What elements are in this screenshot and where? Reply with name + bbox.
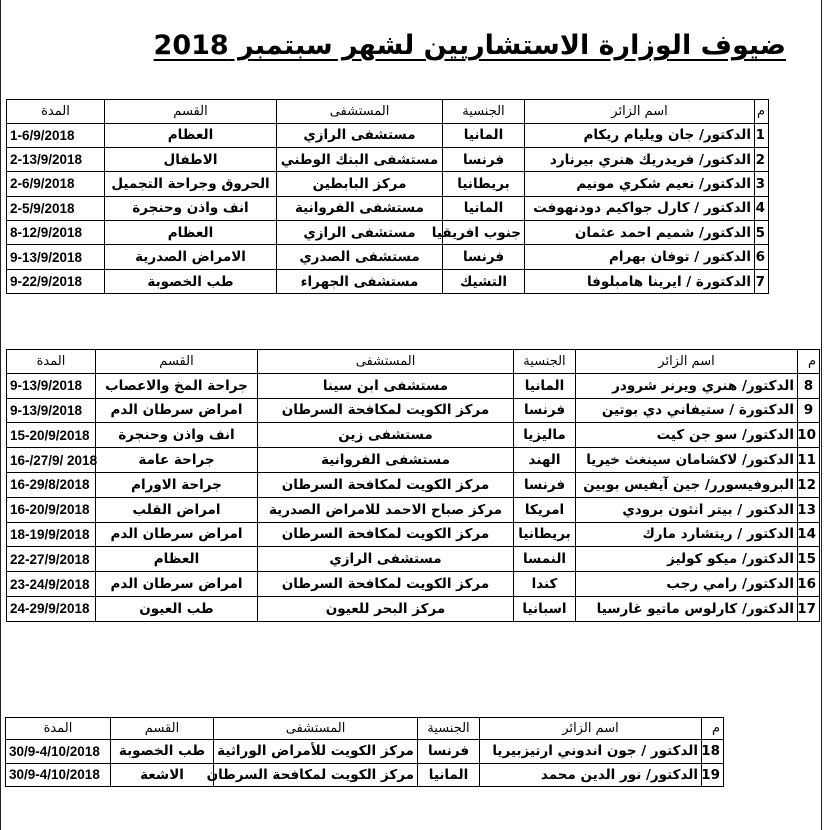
nationality-cell: فرنسا: [443, 147, 525, 171]
hospital-cell: مستشفى الفروانية: [277, 196, 443, 220]
nationality-cell: جنوب افريقيا: [443, 221, 525, 245]
number-cell: 11: [798, 448, 820, 473]
hospital-cell: مستشفى زين: [258, 423, 514, 448]
visitor-name-cell: الدكتورة / ستيفاني دي بوتين: [576, 398, 798, 423]
table-row: [7, 448, 820, 473]
nationality-cell: امريكا: [514, 497, 576, 522]
number-cell: 6: [755, 245, 769, 269]
nationality-cell: المانيا: [443, 196, 525, 220]
department-cell: العظام: [96, 547, 258, 572]
left-border: [0, 0, 1, 830]
header-period: المدة: [7, 100, 105, 124]
visitor-name-cell: الدكتورة / ايرينا هامبلوفا: [525, 269, 755, 293]
table-row: [7, 221, 769, 245]
visitor-name-cell: الدكتور/ فريدريك هنري بيرنارد: [525, 147, 755, 171]
nationality-cell: التشيك: [443, 269, 525, 293]
department-cell: جراحة الاورام: [96, 472, 258, 497]
visitor-name-cell: الدكتور/ جان ويليام ريكام: [525, 123, 755, 147]
number-cell: 4: [755, 196, 769, 220]
table-row: [7, 497, 820, 522]
visitor-name-cell: الدكتور / كارل جواكيم دودنهوفت: [525, 196, 755, 220]
period-cell: 15-20/9/2018: [7, 423, 96, 448]
number-cell: 5: [755, 221, 769, 245]
header-row: [7, 350, 820, 374]
nationality-cell: بريطانيا: [443, 172, 525, 196]
department-cell: العظام: [105, 221, 277, 245]
department-cell: الاطفال: [105, 147, 277, 171]
nationality-cell: الهند: [514, 448, 576, 473]
department-cell: جراحة عامة: [96, 448, 258, 473]
department-cell: امراض سرطان الدم: [96, 398, 258, 423]
period-cell: 30/9-4/10/2018: [6, 763, 111, 787]
hospital-cell: مركز البحر للعيون: [258, 596, 514, 621]
nationality-cell: كندا: [514, 572, 576, 597]
table-row: [7, 172, 769, 196]
hospital-cell: مستشفى الفروانية: [258, 448, 514, 473]
table-row: [7, 596, 820, 621]
department-cell: طب الخصوبة: [111, 740, 214, 764]
header-department: القسم: [105, 100, 277, 124]
period-cell: 2-5/9/2018: [7, 196, 105, 220]
period-cell: 30/9-4/10/2018: [6, 740, 111, 764]
number-cell: 2: [755, 147, 769, 171]
department-cell: امراض سرطان الدم: [96, 572, 258, 597]
header-row: [6, 718, 724, 740]
hospital-cell: مركز الكويت للأمراض الوراثية: [214, 740, 418, 764]
header-num: م: [755, 100, 769, 124]
hospital-cell: مستشفى ابن سينا: [258, 373, 514, 398]
period-cell: 8-12/9/2018: [7, 221, 105, 245]
hospital-cell: مستشفى الجهراء: [277, 269, 443, 293]
number-cell: 16: [798, 572, 820, 597]
header-visitor: اسم الزائر: [576, 350, 798, 374]
visitor-name-cell: الدكتور/ هنري ويرنر شرودر: [576, 373, 798, 398]
hospital-cell: مستشفى الصدري: [277, 245, 443, 269]
number-cell: 3: [755, 172, 769, 196]
period-cell: 16-/27/9/ 2018: [7, 448, 96, 473]
department-cell: امراض سرطان الدم: [96, 522, 258, 547]
table-row: [7, 398, 820, 423]
department-cell: العظام: [105, 123, 277, 147]
table-row: [6, 763, 724, 787]
number-cell: 19: [702, 763, 724, 787]
table-row: [7, 472, 820, 497]
visitor-name-cell: الدكتور/ نور الدين محمد: [480, 763, 702, 787]
period-cell: 9-13/9/2018: [7, 398, 96, 423]
right-border: [821, 0, 822, 830]
period-cell: 2-13/9/2018: [7, 147, 105, 171]
nationality-cell: بريطانيا: [514, 522, 576, 547]
period-cell: 22-27/9/2018: [7, 547, 96, 572]
period-cell: 9-13/9/2018: [7, 373, 96, 398]
nationality-cell: النمسا: [514, 547, 576, 572]
hospital-cell: مستشفى الرازي: [277, 123, 443, 147]
number-cell: 17: [798, 596, 820, 621]
header-visitor: اسم الزائر: [525, 100, 755, 124]
department-cell: طب الخصوبة: [105, 269, 277, 293]
number-cell: 14: [798, 522, 820, 547]
visitor-name-cell: الدكتور/ ميكو كوليز: [576, 547, 798, 572]
visitor-name-cell: الدكتور/ لاكشامان سينغث خيريا: [576, 448, 798, 473]
hospital-cell: مركز صباح الاحمد للامراض الصدرية: [258, 497, 514, 522]
department-cell: انف واذن وحنجرة: [96, 423, 258, 448]
header-department: القسم: [111, 718, 214, 740]
hospital-cell: مركز الكويت لمكافحة السرطان: [214, 763, 418, 787]
visitor-name-cell: الدكتور / بيتر انثون برودي: [576, 497, 798, 522]
visitor-name-cell: الدكتور / جون اندوني ارتيزبيريا: [480, 740, 702, 764]
header-row: [7, 100, 769, 124]
hospital-cell: مستشفى البنك الوطني: [277, 147, 443, 171]
table-row: [7, 123, 769, 147]
header-visitor: اسم الزائر: [480, 718, 702, 740]
visitor-name-cell: الدكتور/ شميم احمد عثمان: [525, 221, 755, 245]
nationality-cell: فرنسا: [418, 740, 480, 764]
period-cell: 1-6/9/2018: [7, 123, 105, 147]
period-cell: 16-29/8/2018: [7, 472, 96, 497]
period-cell: 9-22/9/2018: [7, 269, 105, 293]
header-nationality: الجنسية: [514, 350, 576, 374]
department-cell: امراض القلب: [96, 497, 258, 522]
department-cell: جراحة المخ والاعصاب: [96, 373, 258, 398]
header-hospital: المستشفى: [277, 100, 443, 124]
department-cell: طب العيون: [96, 596, 258, 621]
number-cell: 18: [702, 740, 724, 764]
number-cell: 7: [755, 269, 769, 293]
visitor-name-cell: الدكتور / ريتشارد مارك: [576, 522, 798, 547]
visitor-name-cell: الدكتور / توفان بهرام: [525, 245, 755, 269]
hospital-cell: مركز الكويت لمكافحة السرطان: [258, 572, 514, 597]
department-cell: انف واذن وحنجرة: [105, 196, 277, 220]
header-department: القسم: [96, 350, 258, 374]
period-cell: 24-29/9/2018: [7, 596, 96, 621]
period-cell: 18-19/9/2018: [7, 522, 96, 547]
table-row: [7, 373, 820, 398]
number-cell: 15: [798, 547, 820, 572]
table-row: [7, 522, 820, 547]
consultants-table-2: [6, 349, 820, 622]
department-cell: الاشعة: [111, 763, 214, 787]
nationality-cell: المانيا: [514, 373, 576, 398]
nationality-cell: ماليزيا: [514, 423, 576, 448]
header-hospital: المستشفى: [214, 718, 418, 740]
visitor-name-cell: الدكتور/ كارلوس ماتيو غارسيا: [576, 596, 798, 621]
header-nationality: الجنسية: [443, 100, 525, 124]
number-cell: 1: [755, 123, 769, 147]
period-cell: 16-20/9/2018: [7, 497, 96, 522]
number-cell: 13: [798, 497, 820, 522]
nationality-cell: المانيا: [418, 763, 480, 787]
number-cell: 10: [798, 423, 820, 448]
number-cell: 8: [798, 373, 820, 398]
department-cell: الامراض الصدرية: [105, 245, 277, 269]
header-period: المدة: [7, 350, 96, 374]
table-row: [7, 423, 820, 448]
visitor-name-cell: البروفيسورر/ جين آيفيس بوبين: [576, 472, 798, 497]
table-row: [7, 269, 769, 293]
visitor-name-cell: الدكتور/ سو جن كيت: [576, 423, 798, 448]
period-cell: 9-13/9/2018: [7, 245, 105, 269]
table-row: [7, 245, 769, 269]
consultants-table-3: [5, 717, 724, 787]
nationality-cell: فرنسا: [514, 472, 576, 497]
hospital-cell: مستشفى الرازي: [277, 221, 443, 245]
table-row: [6, 740, 724, 764]
hospital-cell: مركز الكويت لمكافحة السرطان: [258, 398, 514, 423]
header-nationality: الجنسية: [418, 718, 480, 740]
table-row: [7, 196, 769, 220]
header-hospital: المستشفى: [258, 350, 514, 374]
visitor-name-cell: الدكتور/ نعيم شكري مونيم: [525, 172, 755, 196]
department-cell: الحروق وجراحة التجميل: [105, 172, 277, 196]
hospital-cell: مستشفى الرازي: [258, 547, 514, 572]
page-title: ضيوف الوزارة الاستشاريين لشهر سبتمبر 2018: [153, 30, 786, 61]
hospital-cell: مركز الكويت لمكافحة السرطان: [258, 472, 514, 497]
hospital-cell: مركز الكويت لمكافحة السرطان: [258, 522, 514, 547]
table-row: [7, 572, 820, 597]
period-cell: 23-24/9/2018: [7, 572, 96, 597]
header-num: م: [702, 718, 724, 740]
header-num: م: [798, 350, 820, 374]
number-cell: 9: [798, 398, 820, 423]
period-cell: 2-6/9/2018: [7, 172, 105, 196]
nationality-cell: اسبانيا: [514, 596, 576, 621]
table-row: [7, 147, 769, 171]
number-cell: 12: [798, 472, 820, 497]
visitor-name-cell: الدكتور/ رامي رجب: [576, 572, 798, 597]
consultants-table-1: [6, 99, 769, 294]
nationality-cell: فرنسا: [514, 398, 576, 423]
hospital-cell: مركز البابطين: [277, 172, 443, 196]
nationality-cell: فرنسا: [443, 245, 525, 269]
header-period: المدة: [6, 718, 111, 740]
table-row: [7, 547, 820, 572]
nationality-cell: المانيا: [443, 123, 525, 147]
